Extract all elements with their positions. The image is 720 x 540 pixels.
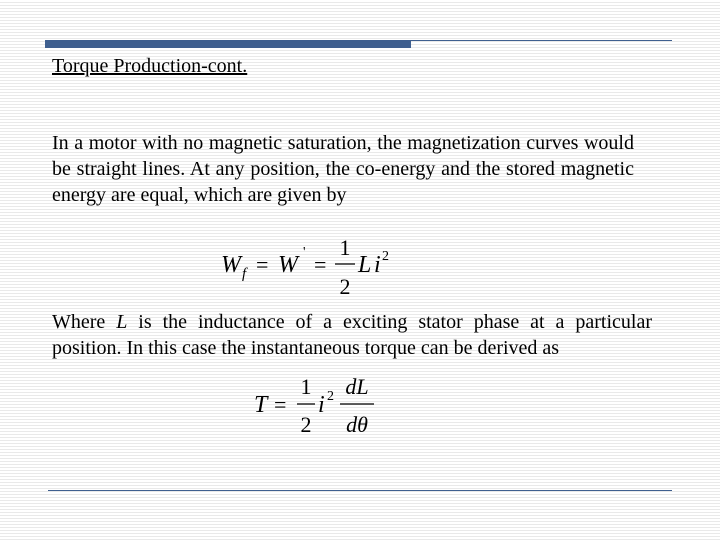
eq1-w: W [221, 252, 241, 278]
eq1-sub-f: f [242, 266, 247, 282]
eq2-dtheta: dθ [346, 412, 368, 437]
eq1-l: L [358, 252, 372, 278]
eq1-equals1: = [256, 252, 269, 277]
equation-torque [252, 374, 382, 440]
eq2-dl: dL [345, 374, 369, 399]
eq1-num: 1 [339, 235, 351, 260]
equation-energy-svg [218, 232, 398, 300]
eq2-num: 1 [300, 374, 312, 399]
slide-title: Torque Production-cont. [52, 55, 248, 77]
paragraph-where [52, 309, 652, 361]
eq2-i: i [318, 392, 325, 418]
eq1-w-co: W [278, 252, 298, 278]
equation-energy [218, 232, 398, 300]
paragraph-where-b: is the inductance of a exciting stator phase at a particular position. In this case the instantaneous torque can be derived as [52, 311, 652, 359]
footer-rule [48, 490, 672, 491]
eq1-equals2: = [314, 252, 327, 277]
equation-torque-svg [252, 374, 382, 440]
paragraph-where-a: Where [52, 311, 117, 333]
header-accent-bar [45, 40, 411, 48]
eq1-den: 2 [339, 274, 351, 299]
paragraph-intro: In a motor with no magnetic saturation, the magnetization curves would be straight lines. At any position, the co-energy and the stored magnetic energy are equal, which are given by [52, 132, 634, 206]
eq2-den: 2 [300, 412, 312, 437]
eq2-equals: = [274, 392, 287, 417]
eq1-exp: 2 [382, 249, 389, 264]
header-rule [411, 40, 672, 41]
eq1-i: i [374, 252, 381, 278]
eq1-prime: ' [303, 245, 306, 260]
eq2-t: T [254, 392, 268, 418]
eq2-exp: 2 [327, 389, 334, 404]
paragraph-where-l: L [116, 311, 128, 333]
